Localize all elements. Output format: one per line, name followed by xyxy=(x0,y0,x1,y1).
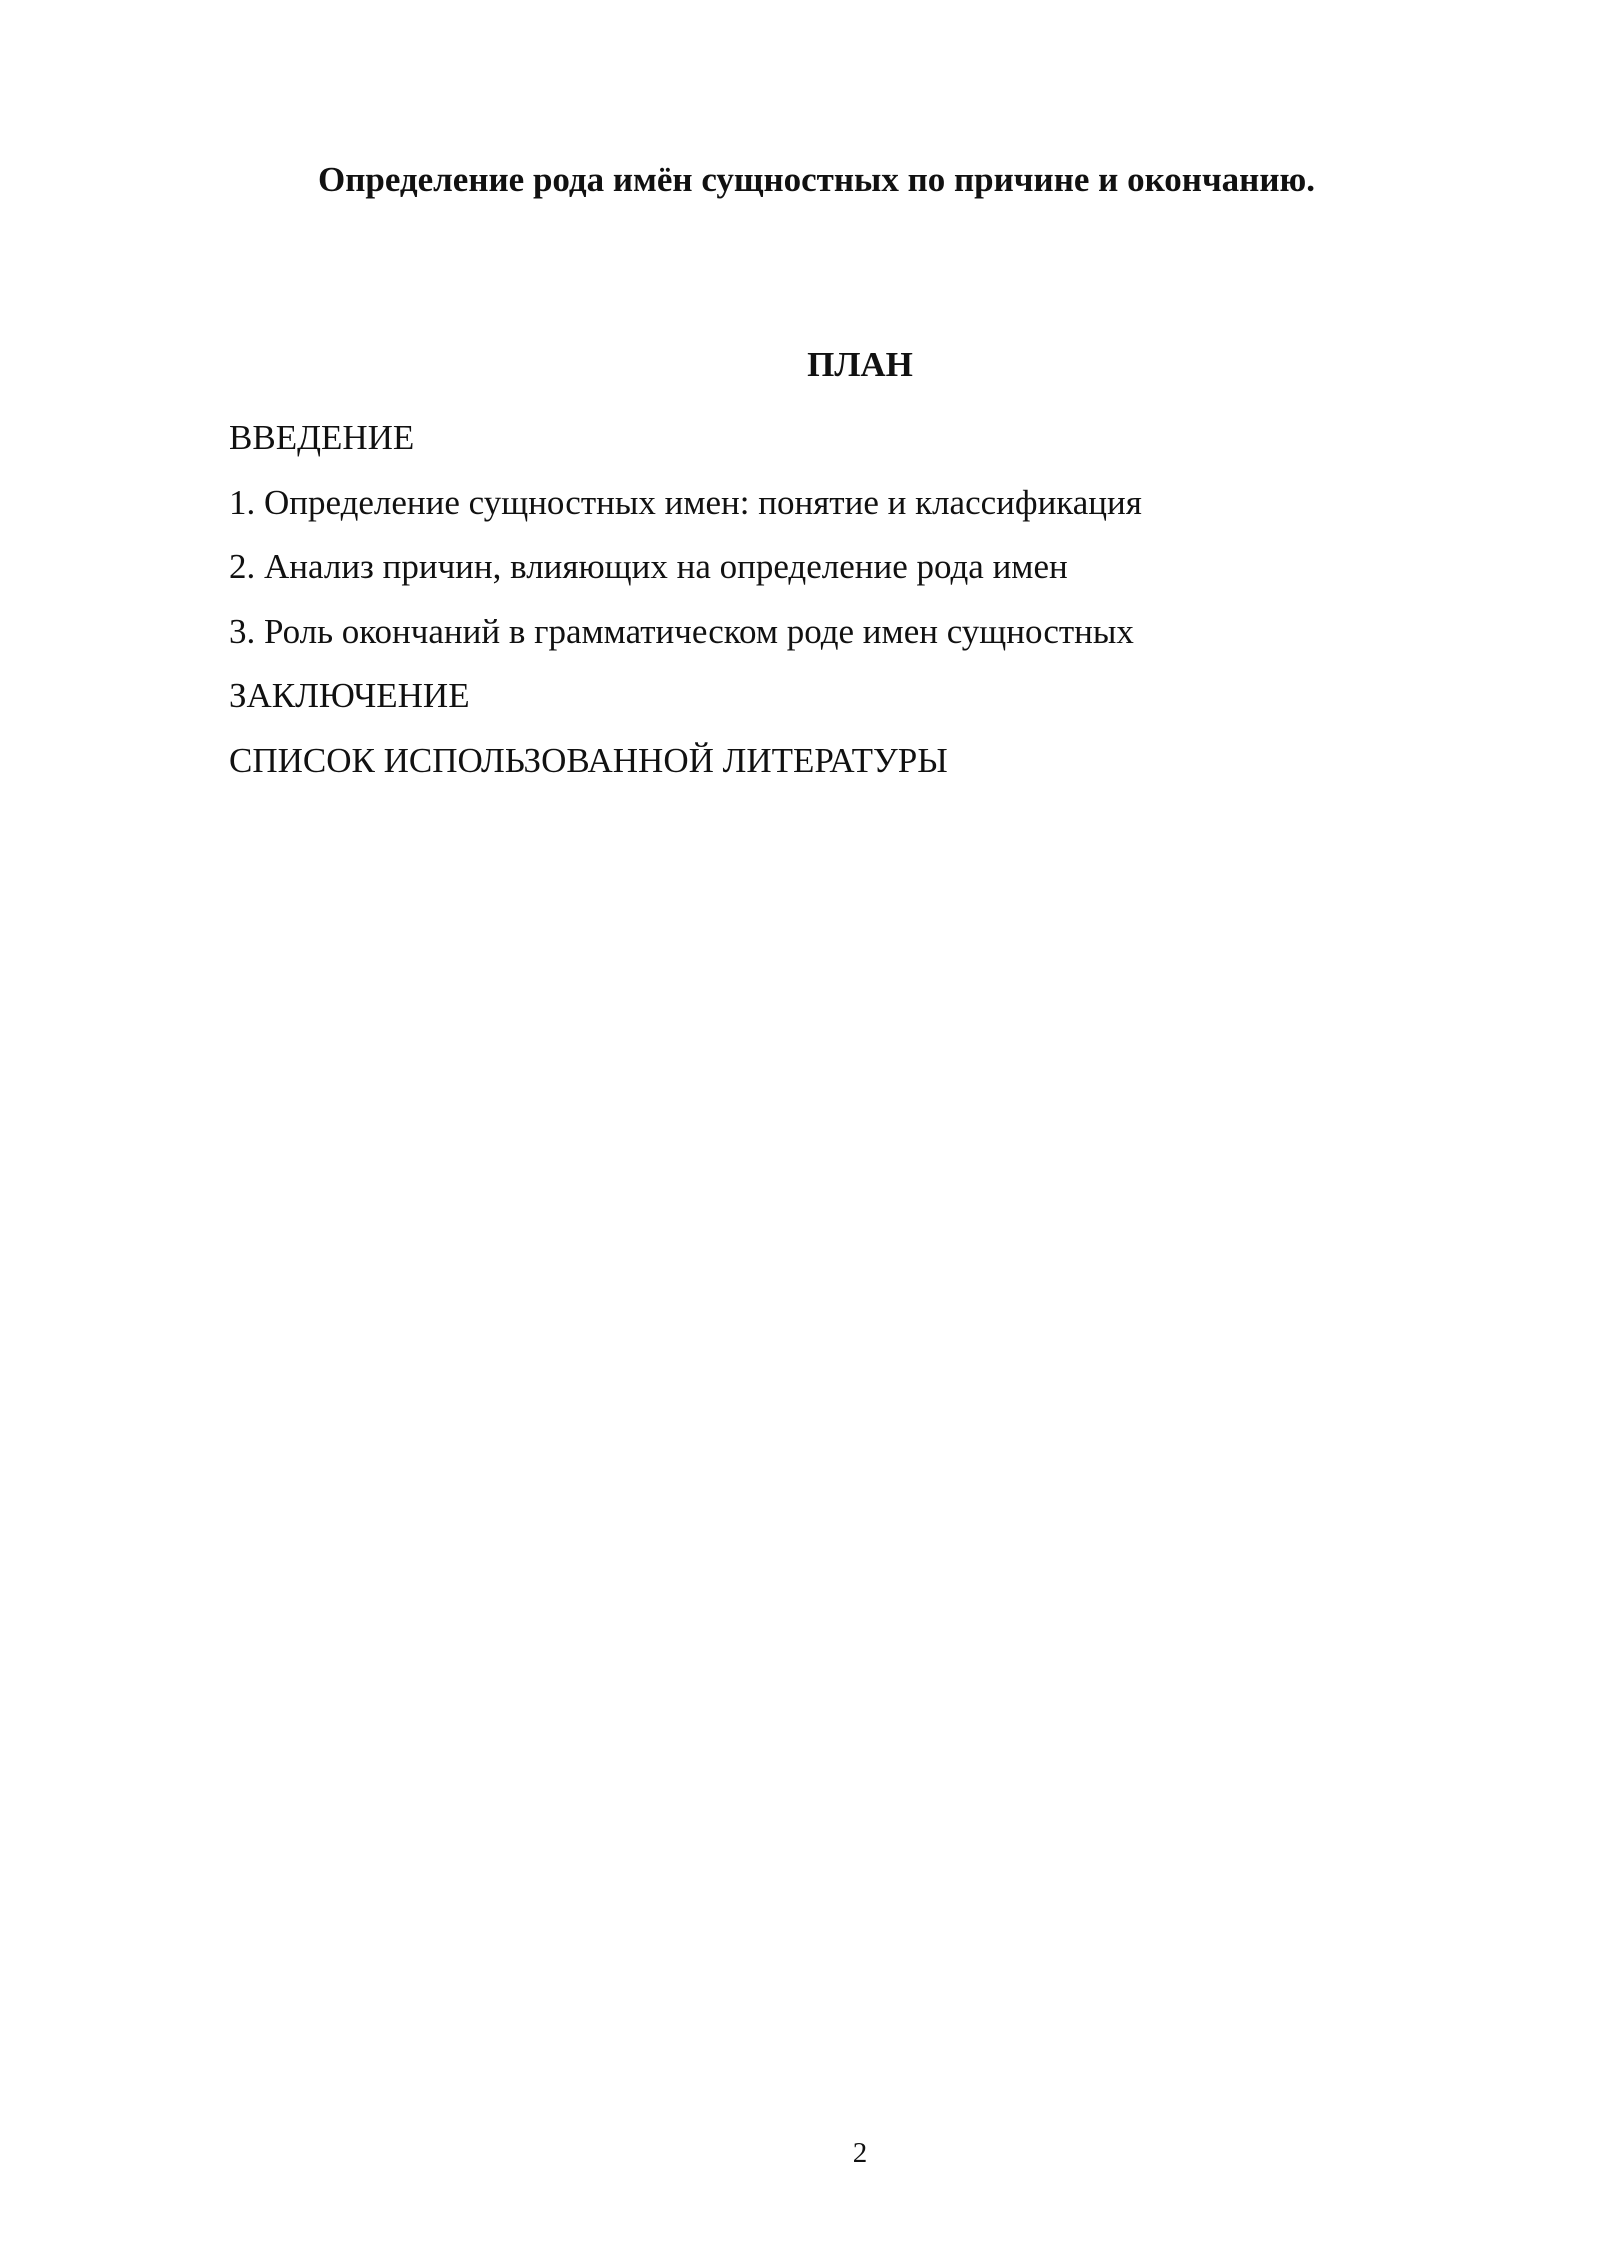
plan-item-chapter-1: 1. Определение сущностных имен: понятие и классификация xyxy=(229,482,1142,522)
page-number: 2 xyxy=(852,2137,868,2169)
plan-item-chapter-3: 3. Роль окончаний в грамматическом роде имен сущностных xyxy=(229,611,1134,651)
plan-item-chapter-2: 2. Анализ причин, влияющих на определение рода имен xyxy=(229,547,1068,586)
plan-list xyxy=(229,418,1142,805)
plan-item-references: СПИСОК ИСПОЛЬЗОВАННОЙ ЛИТЕРАТУРЫ xyxy=(229,740,948,780)
plan-heading: ПЛАН xyxy=(807,345,913,384)
document-title: Определение рода имён сущностных по причине и окончанию. xyxy=(318,160,1316,199)
plan-item-conclusion: ЗАКЛЮЧЕНИЕ xyxy=(229,676,470,715)
plan-item-introduction: ВВЕДЕНИЕ xyxy=(229,418,415,457)
